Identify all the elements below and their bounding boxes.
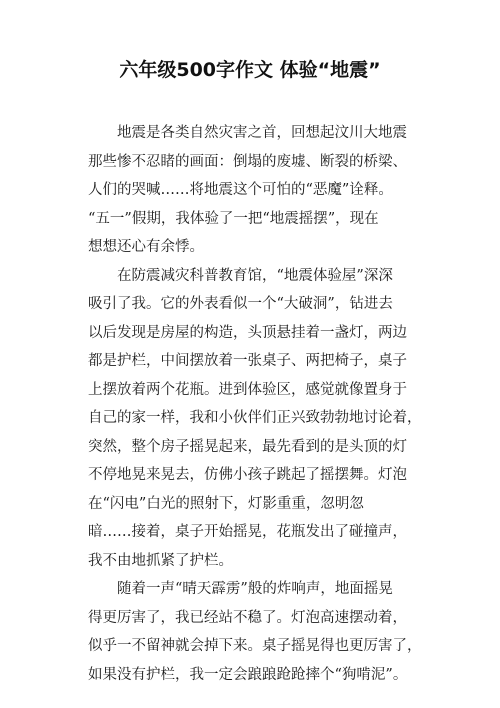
paragraph-line: 都是护栏，中间摆放着一张桌子、两把椅子，桌子 [88,353,407,369]
paragraph-line: 自己的家一样，我和小伙伴们正兴致勃勃地讨论着， [88,410,422,426]
document-title: 六年级500字作文 体验“地震” [119,59,381,81]
paragraph-line: 上摆放着两个花瓶。进到体验区，感觉就像置身于 [88,381,407,398]
paragraph-line: 得更厉害了，我已经站不稳了。灯泡高速摆动着， [88,609,407,626]
paragraph-line: 如果没有护栏，我一定会踉踉跄跄摔个“狗啃泥”。 [88,666,408,683]
paragraph-line: 似乎一不留神就会掉下来。桌子摇晃得也更厉害了， [88,638,422,654]
paragraph-line: 在防震减灾科普教育馆，“地震体验屋”深深 [117,267,393,284]
paragraph-2 [88,262,428,576]
paragraph-line: 那些惨不忍睹的画面：倒塌的废墟、断裂的桥梁、 [88,153,407,170]
paragraph-line: 暗……接着，桌子开始摇晃，花瓶发出了碰撞声， [88,524,407,540]
paragraph-1 [88,119,428,262]
paragraph-line: 随着一声“晴天霹雳”般的炸响声，地面摇晃 [117,581,393,597]
paragraph-3 [88,575,428,689]
paragraph-line: 在“闪电”白光的照射下，灯影重重，忽明忽 [88,495,364,512]
paragraph-line: 人们的哭喊……将地震这个可怕的“恶魔”诠释。 [88,182,393,198]
paragraph-line: 想想还心有余悸。 [88,239,204,255]
document-body [88,119,428,689]
paragraph-line: 地震是各类自然灾害之首，回想起汶川大地震 [117,125,407,141]
paragraph-line: 我不由地抓紧了护栏。 [88,552,233,569]
paragraph-line: 吸引了我。它的外表看似一个“大破洞”，钻进去 [88,296,393,312]
paragraph-line: 以后发现是房屋的构造，头顶悬挂着一盏灯，两边 [88,324,407,341]
paragraph-line: 突然，整个房子摇晃起来，最先看到的是头顶的灯 [88,438,407,455]
paragraph-line: 不停地晃来晃去，仿佛小孩子跳起了摇摆舞。灯泡 [88,467,407,483]
paragraph-line: “五一”假期，我体验了一把“地震摇摆”，现在 [88,210,379,227]
